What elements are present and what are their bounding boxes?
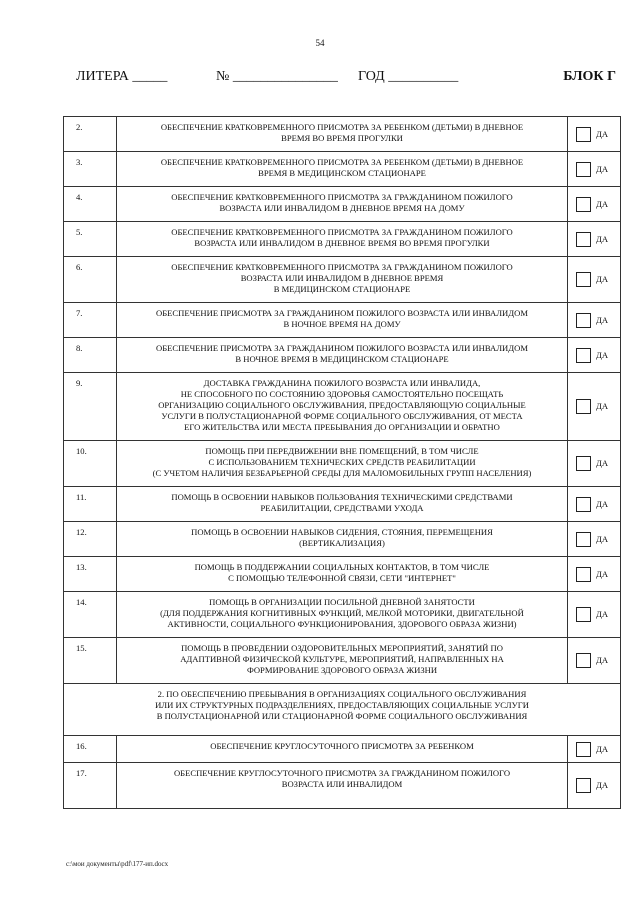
service-description <box>117 187 568 222</box>
service-description <box>117 557 568 592</box>
description-line: (С УЧЕТОМ НАЛИЧИЯ БЕЗБАРЬЕРНОЙ СРЕДЫ ДЛЯ МАЛОМОБИЛЬНЫХ ГРУПП НАСЕЛЕНИЯ) <box>152 468 532 478</box>
yes-checkbox-cell <box>568 638 621 684</box>
service-description <box>117 592 568 638</box>
description-line: В МЕДИЦИНСКОМ СТАЦИОНАРЕ <box>273 284 411 294</box>
page-number: 54 <box>315 38 325 48</box>
yes-checkbox-label: ДА <box>596 568 609 579</box>
yes-checkbox-group <box>568 272 620 287</box>
yes-checkbox[interactable] <box>576 127 591 142</box>
service-description <box>117 152 568 187</box>
description-line: ОБЕСПЕЧЕНИЕ КРУГЛОСУТОЧНОГО ПРИСМОТРА ЗА РЕБЕНКОМ <box>210 741 474 751</box>
description-line: ПОМОЩЬ ПРИ ПЕРЕДВИЖЕНИИ ВНЕ ПОМЕЩЕНИЙ, В ТОМ ЧИСЛЕ <box>205 446 479 456</box>
yes-checkbox-label: ДА <box>596 233 609 244</box>
yes-checkbox[interactable] <box>576 497 591 512</box>
yes-checkbox-group <box>568 532 620 547</box>
table-row <box>64 303 621 338</box>
yes-checkbox[interactable] <box>576 567 591 582</box>
service-description <box>117 522 568 557</box>
description-line: (ДЛЯ ПОДДЕРЖАНИЯ КОГНИТИВНЫХ ФУНКЦИЙ, МЕЛКОЙ МОТОРИКИ, ДВИГАТЕЛЬНОЙ <box>160 608 524 618</box>
yes-checkbox-group <box>568 497 620 512</box>
yes-checkbox-cell <box>568 557 621 592</box>
table-row <box>64 557 621 592</box>
form-header <box>76 69 616 89</box>
table-row <box>64 338 621 373</box>
litera-field[interactable]: ЛИТЕРА _____ <box>76 69 168 84</box>
row-number: 11. <box>64 487 117 522</box>
row-number: 8. <box>64 338 117 373</box>
section-heading-line: ИЛИ ИХ СТРУКТУРНЫХ ПОДРАЗДЕЛЕНИЯХ, ПРЕДОСТАВЛЯЮЩИХ СОЦИАЛЬНЫЕ УСЛУГИ <box>155 700 529 710</box>
yes-checkbox[interactable] <box>576 399 591 414</box>
section-row <box>64 684 621 736</box>
section-heading-line: В ПОЛУСТАЦИОНАРНОЙ ИЛИ СТАЦИОНАРНОЙ ФОРМЕ СОЦИАЛЬНОГО ОБСЛУЖИВАНИЯ <box>156 711 528 721</box>
service-description <box>117 638 568 684</box>
description-line: ВРЕМЯ В МЕДИЦИНСКОМ СТАЦИОНАРЕ <box>258 168 426 178</box>
service-description <box>117 441 568 487</box>
description-line: РЕАБИЛИТАЦИИ, СРЕДСТВАМИ УХОДА <box>260 503 424 513</box>
description-line: ПОМОЩЬ В ОСВОЕНИИ НАВЫКОВ СИДЕНИЯ, СТОЯНИЯ, ПЕРЕМЕЩЕНИЯ <box>191 527 493 537</box>
yes-checkbox-group <box>568 313 620 328</box>
yes-checkbox[interactable] <box>576 272 591 287</box>
table-row <box>64 152 621 187</box>
yes-checkbox-label: ДА <box>596 198 609 209</box>
block-title: БЛОК Г <box>563 69 616 84</box>
file-path-footer: c:\мои документы\pdf\177-ип.docx <box>66 860 169 868</box>
row-number: 9. <box>64 373 117 441</box>
row-number: 5. <box>64 222 117 257</box>
table-row <box>64 373 621 441</box>
table-row <box>64 763 621 809</box>
table-row <box>64 592 621 638</box>
table-row <box>64 117 621 152</box>
description-line: ФОРМИРОВАНИЕ ЗДОРОВОГО ОБРАЗА ЖИЗНИ <box>246 665 438 675</box>
yes-checkbox-group <box>568 607 620 622</box>
description-line: ЕГО ЖИТЕЛЬСТВА ИЛИ МЕСТА ПРЕБЫВАНИЯ ДО ОРГАНИЗАЦИИ И ОБРАТНО <box>184 422 500 432</box>
table-row <box>64 522 621 557</box>
yes-checkbox[interactable] <box>576 197 591 212</box>
description-line: ПОМОЩЬ В ОСВОЕНИИ НАВЫКОВ ПОЛЬЗОВАНИЯ ТЕХНИЧЕСКИМИ СРЕДСТВАМИ <box>171 492 513 502</box>
description-line: ВОЗРАСТА ИЛИ ИНВАЛИДОМ В ДНЕВНОЕ ВРЕМЯ <box>240 273 444 283</box>
yes-checkbox-label: ДА <box>596 458 609 468</box>
description-line: ВОЗРАСТА ИЛИ ИНВАЛИДОМ В ДНЕВНОЕ ВРЕМЯ НА ДОМУ <box>219 203 465 213</box>
table-row <box>64 257 621 303</box>
description-line: ОБЕСПЕЧЕНИЕ КРАТКОВРЕМЕННОГО ПРИСМОТРА ЗА РЕБЕНКОМ (ДЕТЬМИ) В ДНЕВНОЕ <box>160 122 524 132</box>
year-field[interactable]: ГОД __________ <box>358 69 459 84</box>
yes-checkbox[interactable] <box>576 348 591 363</box>
description-line: ВОЗРАСТА ИЛИ ИНВАЛИДОМ В ДНЕВНОЕ ВРЕМЯ ВО ВРЕМЯ ПРОГУЛКИ <box>194 238 490 248</box>
description-line: АДАПТИВНОЙ ФИЗИЧЕСКОЙ КУЛЬТУРЕ, МЕРОПРИЯТИЙ, НАПРАВЛЕННЫХ НА <box>180 654 504 664</box>
service-description <box>117 303 568 338</box>
yes-checkbox-group <box>568 456 620 471</box>
number-field[interactable]: № _______________ <box>216 69 338 84</box>
description-line: ПОМОЩЬ В ОРГАНИЗАЦИИ ПОСИЛЬНОЙ ДНЕВНОЙ ЗАНЯТОСТИ <box>209 597 475 607</box>
description-line: ВРЕМЯ ВО ВРЕМЯ ПРОГУЛКИ <box>281 133 403 143</box>
yes-checkbox-cell <box>568 522 621 557</box>
description-line: ДОСТАВКА ГРАЖДАНИНА ПОЖИЛОГО ВОЗРАСТА ИЛИ ИНВАЛИДА, <box>203 378 481 388</box>
yes-checkbox-group <box>568 399 620 414</box>
description-line: ОРГАНИЗАЦИЮ СОЦИАЛЬНОГО ОБСЛУЖИВАНИЯ, ПРЕДОСТАВЛЯЮЩУЮ СОЦИАЛЬНЫЕ <box>158 400 526 410</box>
yes-checkbox-cell <box>568 257 621 303</box>
description-line: (ВЕРТИКАЛИЗАЦИЯ) <box>299 538 385 548</box>
table-row <box>64 222 621 257</box>
yes-checkbox-group <box>568 348 620 363</box>
yes-checkbox-group <box>568 742 620 757</box>
row-number: 12. <box>64 522 117 557</box>
yes-checkbox-cell <box>568 152 621 187</box>
service-description <box>117 736 568 763</box>
description-line: ОБЕСПЕЧЕНИЕ КРАТКОВРЕМЕННОГО ПРИСМОТРА ЗА ГРАЖДАНИНОМ ПОЖИЛОГО <box>171 262 513 272</box>
yes-checkbox-label: ДА <box>596 609 609 619</box>
yes-checkbox[interactable] <box>576 232 591 247</box>
description-line: ОБЕСПЕЧЕНИЕ ПРИСМОТРА ЗА ГРАЖДАНИНОМ ПОЖИЛОГО ВОЗРАСТА ИЛИ ИНВАЛИДОМ <box>156 343 528 353</box>
table-row <box>64 187 621 222</box>
yes-checkbox-label: ДА <box>596 655 609 665</box>
yes-checkbox-label: ДА <box>596 349 609 360</box>
yes-checkbox[interactable] <box>576 778 591 793</box>
description-line: ПОМОЩЬ В ПОДДЕРЖАНИИ СОЦИАЛЬНЫХ КОНТАКТОВ, В ТОМ ЧИСЛЕ <box>194 562 490 572</box>
description-line: УСЛУГИ В ПОЛУСТАЦИОНАРНОЙ ФОРМЕ СОЦИАЛЬНОГО ОБСЛУЖИВАНИЯ, ОТ МЕСТА <box>161 411 523 421</box>
description-line: ОБЕСПЕЧЕНИЕ ПРИСМОТРА ЗА ГРАЖДАНИНОМ ПОЖИЛОГО ВОЗРАСТА ИЛИ ИНВАЛИДОМ <box>156 308 528 318</box>
row-number: 17. <box>64 763 117 809</box>
yes-checkbox[interactable] <box>576 742 591 757</box>
row-number: 6. <box>64 257 117 303</box>
description-line: С ПОМОЩЬЮ ТЕЛЕФОННОЙ СВЯЗИ, СЕТИ "ИНТЕРНЕТ" <box>228 573 456 583</box>
row-number: 13. <box>64 557 117 592</box>
description-line: АКТИВНОСТИ, СОЦИАЛЬНОГО ФУНКЦИОНИРОВАНИЯ, ЗДОРОВОГО ОБРАЗА ЖИЗНИ) <box>167 619 517 629</box>
yes-checkbox-label: ДА <box>596 533 609 544</box>
row-number: 16. <box>64 736 117 763</box>
row-number: 15. <box>64 638 117 684</box>
section-heading-line: 2. ПО ОБЕСПЕЧЕНИЮ ПРЕБЫВАНИЯ В ОРГАНИЗАЦИЯХ СОЦИАЛЬНОГО ОБСЛУЖИВАНИЯ <box>157 689 527 699</box>
service-description <box>117 763 568 809</box>
yes-checkbox[interactable] <box>576 532 591 547</box>
yes-checkbox[interactable] <box>576 162 591 177</box>
yes-checkbox-label: ДА <box>596 743 609 754</box>
yes-checkbox-group <box>568 653 620 668</box>
yes-checkbox[interactable] <box>576 456 591 471</box>
description-line: НЕ СПОСОБНОГО ПО СОСТОЯНИЮ ЗДОРОВЬЯ САМОСТОЯТЕЛЬНО ПОСЕЩАТЬ <box>180 389 504 399</box>
yes-checkbox-cell <box>568 592 621 638</box>
yes-checkbox-cell <box>568 736 621 763</box>
description-line: ОБЕСПЕЧЕНИЕ КРАТКОВРЕМЕННОГО ПРИСМОТРА ЗА ГРАЖДАНИНОМ ПОЖИЛОГО <box>171 227 513 237</box>
yes-checkbox-group <box>568 778 620 793</box>
service-description <box>117 257 568 303</box>
row-number: 10. <box>64 441 117 487</box>
yes-checkbox-label: ДА <box>596 274 609 284</box>
description-line: ОБЕСПЕЧЕНИЕ КРАТКОВРЕМЕННОГО ПРИСМОТРА ЗА ГРАЖДАНИНОМ ПОЖИЛОГО <box>171 192 513 202</box>
description-line: С ИСПОЛЬЗОВАНИЕМ ТЕХНИЧЕСКИХ СРЕДСТВ РЕАБИЛИТАЦИИ <box>208 457 476 467</box>
yes-checkbox-label: ДА <box>596 498 609 509</box>
service-description <box>117 487 568 522</box>
row-number: 7. <box>64 303 117 338</box>
description-line: В НОЧНОЕ ВРЕМЯ В МЕДИЦИНСКОМ СТАЦИОНАРЕ <box>235 354 449 364</box>
row-number: 14. <box>64 592 117 638</box>
description-line: ПОМОЩЬ В ПРОВЕДЕНИИ ОЗДОРОВИТЕЛЬНЫХ МЕРОПРИЯТИЙ, ЗАНЯТИЙ ПО <box>181 643 503 653</box>
yes-checkbox-cell <box>568 338 621 373</box>
yes-checkbox-label: ДА <box>596 163 609 174</box>
table-row <box>64 441 621 487</box>
service-description <box>117 338 568 373</box>
yes-checkbox-label: ДА <box>596 401 609 411</box>
yes-checkbox-cell <box>568 303 621 338</box>
yes-checkbox[interactable] <box>576 607 591 622</box>
table-row <box>64 736 621 763</box>
yes-checkbox-cell <box>568 373 621 441</box>
services-table <box>63 116 621 809</box>
description-line: ОБЕСПЕЧЕНИЕ КРАТКОВРЕМЕННОГО ПРИСМОТРА ЗА РЕБЕНКОМ (ДЕТЬМИ) В ДНЕВНОЕ <box>160 157 524 167</box>
service-description <box>117 117 568 152</box>
yes-checkbox-group <box>568 567 620 582</box>
yes-checkbox-group <box>568 162 620 177</box>
yes-checkbox-cell <box>568 187 621 222</box>
description-line: ВОЗРАСТА ИЛИ ИНВАЛИДОМ <box>281 779 403 789</box>
service-description <box>117 373 568 441</box>
yes-checkbox[interactable] <box>576 653 591 668</box>
yes-checkbox-label: ДА <box>596 128 609 139</box>
yes-checkbox-cell <box>568 763 621 809</box>
yes-checkbox-label: ДА <box>596 314 609 325</box>
yes-checkbox-cell <box>568 441 621 487</box>
yes-checkbox-group <box>568 197 620 212</box>
description-line: ОБЕСПЕЧЕНИЕ КРУГЛОСУТОЧНОГО ПРИСМОТРА ЗА ГРАЖДАНИНОМ ПОЖИЛОГО <box>173 768 511 778</box>
row-number: 2. <box>64 117 117 152</box>
yes-checkbox-label: ДА <box>596 780 609 790</box>
yes-checkbox-cell <box>568 487 621 522</box>
yes-checkbox-group <box>568 127 620 142</box>
service-description <box>117 222 568 257</box>
yes-checkbox-cell <box>568 117 621 152</box>
table-row <box>64 638 621 684</box>
yes-checkbox[interactable] <box>576 313 591 328</box>
row-number: 3. <box>64 152 117 187</box>
yes-checkbox-group <box>568 232 620 247</box>
row-number: 4. <box>64 187 117 222</box>
yes-checkbox-cell <box>568 222 621 257</box>
table-row <box>64 487 621 522</box>
section-heading <box>64 684 621 736</box>
description-line: В НОЧНОЕ ВРЕМЯ НА ДОМУ <box>283 319 401 329</box>
